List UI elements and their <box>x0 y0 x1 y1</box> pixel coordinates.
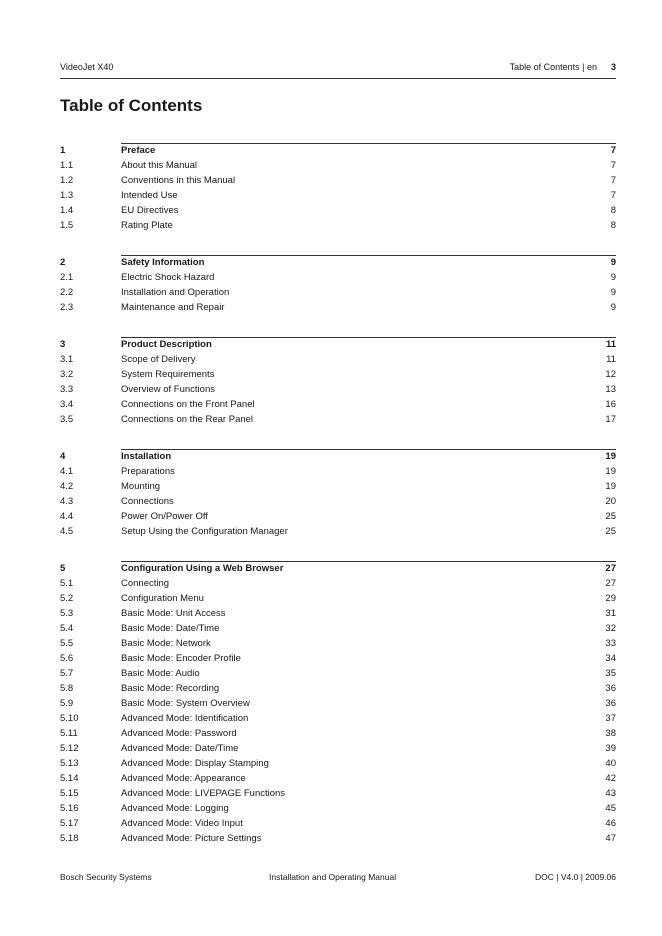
entry-number: 4 <box>60 451 66 462</box>
entry-title: Advanced Mode: Display Stamping <box>121 758 269 769</box>
entry-page: 12 <box>605 369 616 380</box>
entry-title: Advanced Mode: Picture Settings <box>121 833 262 844</box>
entry-number: 5.10 <box>60 713 79 724</box>
entry-page: 9 <box>610 287 616 298</box>
entry-title: EU Directives <box>121 205 179 216</box>
entry-page: 7 <box>610 160 616 171</box>
entry-page: 34 <box>605 653 616 664</box>
entry-title: Rating Plate <box>121 220 173 231</box>
entry-page: 20 <box>605 496 616 507</box>
toc-entry[interactable] <box>60 158 616 173</box>
entry-number: 5.15 <box>60 788 79 799</box>
entry-page: 45 <box>605 803 616 814</box>
entry-number: 1.4 <box>60 205 74 216</box>
entry-title: Setup Using the Configuration Manager <box>121 526 288 537</box>
entry-number: 5.1 <box>60 578 74 589</box>
entry-title: Conventions in this Manual <box>121 175 236 186</box>
toc-entry[interactable] <box>60 696 616 711</box>
toc-section <box>60 337 616 427</box>
page-title: Table of Contents <box>60 96 203 115</box>
header-product: VideoJet X40 <box>60 62 114 72</box>
toc-section <box>60 449 616 539</box>
toc-entry[interactable] <box>60 412 616 427</box>
toc-section <box>60 561 616 846</box>
toc-entry[interactable] <box>60 741 616 756</box>
entry-title: Installation and Operation <box>121 287 230 298</box>
toc-entry[interactable] <box>60 816 616 831</box>
toc-entry[interactable] <box>60 726 616 741</box>
toc-entry[interactable] <box>60 494 616 509</box>
toc-entry[interactable] <box>60 576 616 591</box>
entry-number: 2 <box>60 257 66 268</box>
toc-section <box>60 255 616 315</box>
entry-title: Overview of Functions <box>121 384 215 395</box>
entry-title: Configuration Using a Web Browser <box>121 563 284 574</box>
entry-number: 5.12 <box>60 743 79 754</box>
entry-page: 8 <box>610 205 616 216</box>
entry-number: 4.1 <box>60 466 74 477</box>
entry-page: 42 <box>605 773 616 784</box>
toc-chapter-entry[interactable] <box>60 143 616 158</box>
entry-number: 5.17 <box>60 818 79 829</box>
entry-title: Configuration Menu <box>121 593 204 604</box>
entry-title: Basic Mode: Recording <box>121 683 220 694</box>
toc-entry[interactable] <box>60 524 616 539</box>
entry-title: Advanced Mode: Password <box>121 728 237 739</box>
entry-title: Scope of Delivery <box>121 354 196 365</box>
entry-number: 5.14 <box>60 773 79 784</box>
entry-page: 31 <box>605 608 616 619</box>
entry-page: 35 <box>605 668 616 679</box>
entry-page: 40 <box>605 758 616 769</box>
toc-entry[interactable] <box>60 464 616 479</box>
toc-section <box>60 143 616 233</box>
entry-number: 4.3 <box>60 496 74 507</box>
entry-number: 2.1 <box>60 272 74 283</box>
entry-title: Maintenance and Repair <box>121 302 225 313</box>
entry-title: Advanced Mode: LIVEPAGE Functions <box>121 788 286 799</box>
page-header <box>60 60 616 79</box>
header-section-label: Table of Contents | en <box>509 62 597 72</box>
entry-page: 38 <box>605 728 616 739</box>
entry-title: About this Manual <box>121 160 198 171</box>
toc-entry[interactable] <box>60 382 616 397</box>
entry-page: 36 <box>605 698 616 709</box>
toc-entry[interactable] <box>60 681 616 696</box>
entry-number: 5.3 <box>60 608 74 619</box>
toc-entry[interactable] <box>60 651 616 666</box>
entry-title: Connections <box>121 496 174 507</box>
entry-page: 27 <box>605 578 616 589</box>
entry-page: 7 <box>610 175 616 186</box>
entry-page: 32 <box>605 623 616 634</box>
entry-page: 11 <box>606 354 616 365</box>
entry-page: 37 <box>605 713 616 724</box>
entry-page: 19 <box>605 481 616 492</box>
toc-chapter-entry[interactable] <box>60 337 616 352</box>
toc-entry[interactable] <box>60 756 616 771</box>
entry-page: 9 <box>610 302 616 313</box>
entry-title: Power On/Power Off <box>121 511 208 522</box>
entry-title: System Requirements <box>121 369 215 380</box>
entry-number: 5.6 <box>60 653 74 664</box>
header-section <box>510 62 616 72</box>
entry-title: Preparations <box>121 466 175 477</box>
entry-number: 5.7 <box>60 668 74 679</box>
entry-title: Installation <box>121 451 172 462</box>
entry-title: Product Description <box>121 339 212 350</box>
footer-doc-version: DOC | V4.0 | 2009.06 <box>535 872 616 882</box>
entry-number: 3 <box>60 339 66 350</box>
toc-entry[interactable] <box>60 771 616 786</box>
entry-number: 1.5 <box>60 220 74 231</box>
entry-number: 5.5 <box>60 638 74 649</box>
entry-number: 3.1 <box>60 354 74 365</box>
entry-page: 7 <box>610 145 616 156</box>
entry-title: Preface <box>121 145 156 156</box>
entry-number: 1.1 <box>60 160 74 171</box>
entry-title: Advanced Mode: Video Input <box>121 818 243 829</box>
entry-page: 19 <box>605 466 616 477</box>
entry-title: Safety Information <box>121 257 205 268</box>
entry-page: 43 <box>605 788 616 799</box>
toc-entry[interactable] <box>60 285 616 300</box>
entry-page: 29 <box>605 593 616 604</box>
entry-number: 1 <box>60 145 66 156</box>
page-number: 3 <box>610 62 616 72</box>
toc-entry[interactable] <box>60 367 616 382</box>
entry-number: 4.4 <box>60 511 74 522</box>
entry-page: 46 <box>605 818 616 829</box>
footer-company: Bosch Security Systems <box>60 872 152 882</box>
entry-title: Advanced Mode: Date/Time <box>121 743 239 754</box>
entry-page: 11 <box>605 339 616 350</box>
entry-number: 5.4 <box>60 623 74 634</box>
entry-number: 4.5 <box>60 526 74 537</box>
entry-page: 33 <box>605 638 616 649</box>
toc-entry[interactable] <box>60 352 616 367</box>
toc-chapter-entry[interactable] <box>60 449 616 464</box>
toc-entry[interactable] <box>60 300 616 315</box>
toc-entry[interactable] <box>60 479 616 494</box>
entry-title: Intended Use <box>121 190 178 201</box>
entry-number: 5.13 <box>60 758 79 769</box>
toc-entry[interactable] <box>60 218 616 233</box>
entry-title: Basic Mode: System Overview <box>121 698 250 709</box>
toc-entry[interactable] <box>60 188 616 203</box>
toc-entry[interactable] <box>60 831 616 846</box>
entry-title: Connections on the Front Panel <box>121 399 255 410</box>
entry-number: 1.2 <box>60 175 74 186</box>
entry-page: 25 <box>605 511 616 522</box>
toc-entry[interactable] <box>60 203 616 218</box>
entry-page: 25 <box>605 526 616 537</box>
entry-page: 7 <box>610 190 616 201</box>
entry-title: Basic Mode: Date/Time <box>121 623 220 634</box>
entry-number: 2.3 <box>60 302 74 313</box>
toc-entry[interactable] <box>60 173 616 188</box>
entry-number: 3.5 <box>60 414 74 425</box>
toc-entry[interactable] <box>60 397 616 412</box>
toc-entry[interactable] <box>60 666 616 681</box>
toc-entry[interactable] <box>60 801 616 816</box>
entry-page: 47 <box>605 833 616 844</box>
toc-chapter-entry[interactable] <box>60 561 616 576</box>
toc-entry[interactable] <box>60 711 616 726</box>
entry-page: 9 <box>610 257 616 268</box>
entry-title: Connections on the Rear Panel <box>121 414 254 425</box>
entry-page: 8 <box>610 220 616 231</box>
entry-title: Advanced Mode: Identification <box>121 713 249 724</box>
entry-number: 4.2 <box>60 481 74 492</box>
toc-chapter-entry[interactable] <box>60 255 616 270</box>
entry-number: 5.9 <box>60 698 74 709</box>
entry-number: 5.2 <box>60 593 74 604</box>
entry-title: Advanced Mode: Logging <box>121 803 229 814</box>
toc-entry[interactable] <box>60 606 616 621</box>
entry-number: 1.3 <box>60 190 74 201</box>
entry-number: 3.2 <box>60 369 74 380</box>
entry-page: 16 <box>605 399 616 410</box>
toc-entry[interactable] <box>60 636 616 651</box>
entry-title: Mounting <box>121 481 161 492</box>
entry-number: 5 <box>60 563 66 574</box>
entry-title: Connecting <box>121 578 170 589</box>
entry-page: 27 <box>605 563 616 574</box>
toc-entry[interactable] <box>60 591 616 606</box>
entry-page: 17 <box>605 414 616 425</box>
entry-title: Basic Mode: Encoder Profile <box>121 653 241 664</box>
entry-page: 36 <box>605 683 616 694</box>
entry-title: Basic Mode: Network <box>121 638 211 649</box>
entry-number: 3.3 <box>60 384 74 395</box>
entry-title: Electric Shock Hazard <box>121 272 215 283</box>
entry-page: 9 <box>610 272 616 283</box>
toc-entry[interactable] <box>60 621 616 636</box>
toc-entry[interactable] <box>60 786 616 801</box>
toc-entry[interactable] <box>60 270 616 285</box>
entry-number: 3.4 <box>60 399 74 410</box>
entry-number: 5.8 <box>60 683 74 694</box>
entry-title: Advanced Mode: Appearance <box>121 773 246 784</box>
entry-number: 2.2 <box>60 287 74 298</box>
entry-page: 13 <box>605 384 616 395</box>
entry-page: 39 <box>605 743 616 754</box>
entry-number: 5.16 <box>60 803 79 814</box>
entry-number: 5.18 <box>60 833 79 844</box>
toc-entry[interactable] <box>60 509 616 524</box>
entry-number: 5.11 <box>60 728 78 739</box>
entry-page: 19 <box>605 451 616 462</box>
entry-title: Basic Mode: Audio <box>121 668 200 679</box>
footer-doc-title: Installation and Operating Manual <box>269 872 397 882</box>
entry-title: Basic Mode: Unit Access <box>121 608 226 619</box>
